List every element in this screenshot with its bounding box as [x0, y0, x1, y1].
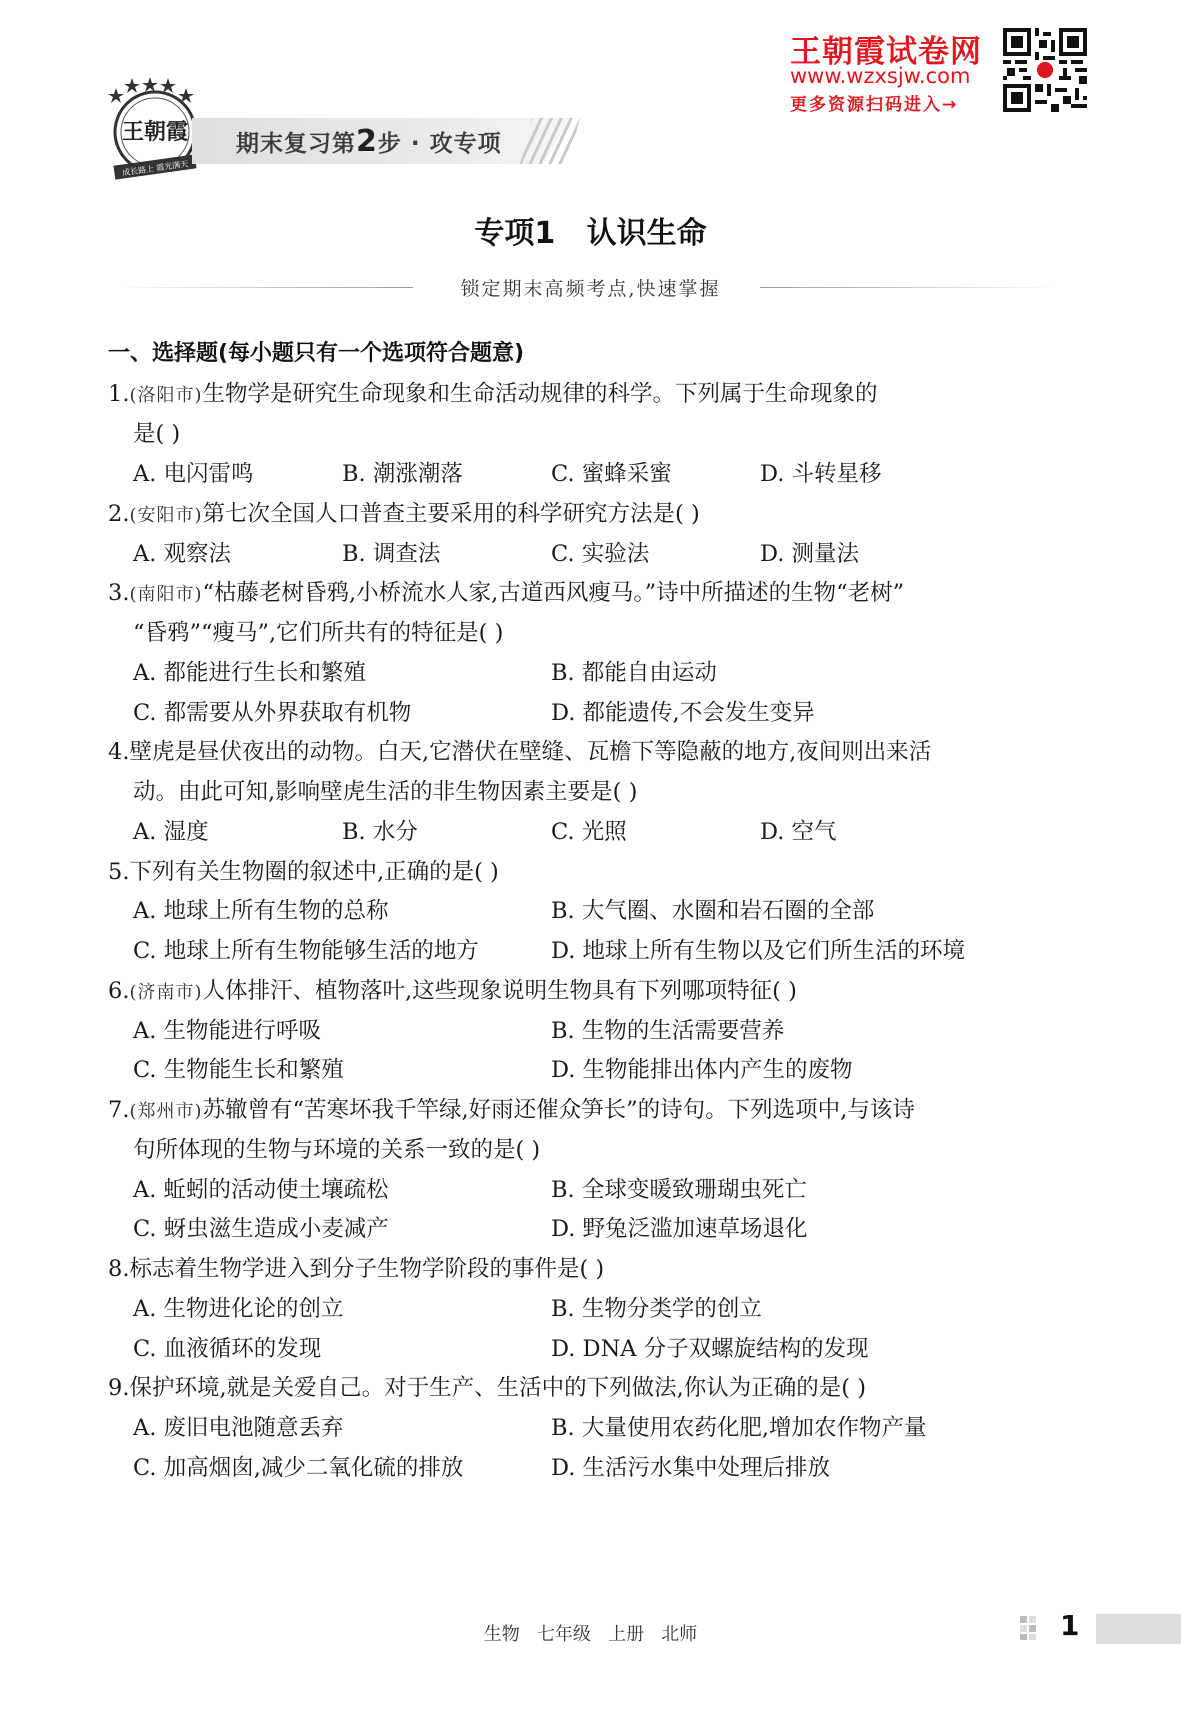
- question-7: 7.(郑州市)苏辙曾有“苦寒坏我千竿绿,好雨还催众笋长”的诗句。下列选项中,与该诗: [108, 1097, 915, 1123]
- question-1-cont: 是( ): [133, 421, 181, 447]
- question-1: 1.(洛阳市)生物学是研究生命现象和生命活动规律的科学。下列属于生命现象的: [108, 381, 878, 407]
- site-scan-hint: 更多资源扫码进入→: [790, 95, 959, 115]
- banner-text: 期末复习第2步 · 攻专项: [236, 124, 502, 159]
- question-7-option-d[interactable]: D. 野兔泛滥加速草场退化: [551, 1216, 808, 1242]
- question-6-option-c[interactable]: C. 生物能生长和繁殖: [133, 1057, 344, 1083]
- question-7-option-a[interactable]: A. 蚯蚓的活动使土壤疏松: [133, 1177, 389, 1203]
- question-1-option-d[interactable]: D. 斗转星移: [760, 461, 882, 487]
- question-2-option-c[interactable]: C. 实验法: [551, 541, 650, 567]
- question-3-option-b[interactable]: B. 都能自由运动: [551, 660, 717, 686]
- question-3-option-d[interactable]: D. 都能遗传,不会发生变异: [551, 700, 815, 726]
- question-6-option-a[interactable]: A. 生物能进行呼吸: [133, 1018, 322, 1044]
- section-heading: 一、选择题(每小题只有一个选项符合题意): [108, 341, 525, 366]
- question-8-option-c[interactable]: C. 血液循环的发现: [133, 1336, 322, 1362]
- question-5-option-b[interactable]: B. 大气圈、水圈和岩石圈的全部: [551, 898, 875, 924]
- page-subtitle: 锁定期末高频考点,快速掌握: [460, 278, 721, 300]
- question-6: 6.(济南市)人体排汗、植物落叶,这些现象说明生物具有下列哪项特征( ): [108, 978, 797, 1004]
- question-2-option-a[interactable]: A. 观察法: [133, 541, 232, 567]
- question-2-option-b[interactable]: B. 调查法: [342, 541, 441, 567]
- page-corner-icon: [1020, 1616, 1044, 1640]
- question-7-option-c[interactable]: C. 蚜虫滋生造成小麦减产: [133, 1216, 389, 1242]
- qr-code-icon[interactable]: [1003, 28, 1087, 112]
- question-4-option-d[interactable]: D. 空气: [760, 819, 837, 845]
- question-7-option-b[interactable]: B. 全球变暖致珊瑚虫死亡: [551, 1177, 807, 1203]
- question-5-option-c[interactable]: C. 地球上所有生物能够生活的地方: [133, 938, 479, 964]
- question-1-option-a[interactable]: A. 电闪雷鸣: [133, 461, 254, 487]
- footer-book-info: 生物 七年级 上册 北师: [483, 1624, 698, 1645]
- question-5-option-a[interactable]: A. 地球上所有生物的总称: [133, 898, 389, 924]
- site-name: 王朝霞试卷网: [790, 34, 982, 70]
- question-3: 3.(南阳市)“枯藤老树昏鸦,小桥流水人家,古道西风瘦马。”诗中所描述的生物“老树”: [108, 580, 905, 606]
- question-3-option-a[interactable]: A. 都能进行生长和繁殖: [133, 660, 367, 686]
- question-8-option-a[interactable]: A. 生物进化论的创立: [133, 1296, 344, 1322]
- question-3-cont: “昏鸦”“瘦马”,它们所共有的特征是( ): [133, 620, 504, 646]
- question-5-option-d[interactable]: D. 地球上所有生物以及它们所生活的环境: [551, 938, 966, 964]
- question-8-option-b[interactable]: B. 生物分类学的创立: [551, 1296, 762, 1322]
- question-4-option-c[interactable]: C. 光照: [551, 819, 627, 845]
- question-2-option-d[interactable]: D. 测量法: [760, 541, 860, 567]
- question-9-option-b[interactable]: B. 大量使用农药化肥,增加农作物产量: [551, 1415, 927, 1441]
- page-title: 专项1 认识生命: [474, 216, 707, 251]
- page-number: 1: [1060, 1609, 1080, 1642]
- question-4-option-b[interactable]: B. 水分: [342, 819, 418, 845]
- question-1-option-c[interactable]: C. 蜜蜂采蜜: [551, 461, 672, 487]
- question-4-cont: 动。由此可知,影响壁虎生活的非生物因素主要是( ): [133, 779, 638, 805]
- question-9-option-c[interactable]: C. 加高烟囱,减少二氧化硫的排放: [133, 1455, 464, 1481]
- question-8: 8.标志着生物学进入到分子生物学阶段的事件是( ): [108, 1256, 605, 1282]
- svg-text:王朝霞: 王朝霞: [121, 119, 189, 145]
- question-5: 5.下列有关生物圈的叙述中,正确的是( ): [108, 859, 499, 885]
- question-6-option-d[interactable]: D. 生物能排出体内产生的废物: [551, 1057, 853, 1083]
- question-4: 4.壁虎是昼伏夜出的动物。白天,它潜伏在壁缝、瓦檐下等隐蔽的地方,夜间则出来活: [108, 739, 932, 765]
- question-7-cont: 句所体现的生物与环境的关系一致的是( ): [133, 1137, 541, 1163]
- question-1-option-b[interactable]: B. 潮涨潮落: [342, 461, 463, 487]
- page-number-bar: [1096, 1614, 1181, 1644]
- question-4-option-a[interactable]: A. 湿度: [133, 819, 209, 845]
- question-6-option-b[interactable]: B. 生物的生活需要营养: [551, 1018, 785, 1044]
- question-2: 2.(安阳市)第七次全国人口普查主要采用的科学研究方法是( ): [108, 501, 700, 527]
- question-8-option-d[interactable]: D. DNA 分子双螺旋结构的发现: [551, 1336, 869, 1362]
- question-3-option-c[interactable]: C. 都需要从外界获取有机物: [133, 700, 412, 726]
- svg-text:成长路上 霞光满天: 成长路上 霞光满天: [121, 159, 189, 178]
- question-9-option-d[interactable]: D. 生活污水集中处理后排放: [551, 1455, 831, 1481]
- subtitle-rule-right: [760, 287, 1060, 288]
- site-url[interactable]: www.wzxsjw.com: [790, 64, 971, 88]
- question-9: 9.保护环境,就是关爱自己。对于生产、生活中的下列做法,你认为正确的是( ): [108, 1375, 866, 1401]
- question-9-option-a[interactable]: A. 废旧电池随意丢弃: [133, 1415, 344, 1441]
